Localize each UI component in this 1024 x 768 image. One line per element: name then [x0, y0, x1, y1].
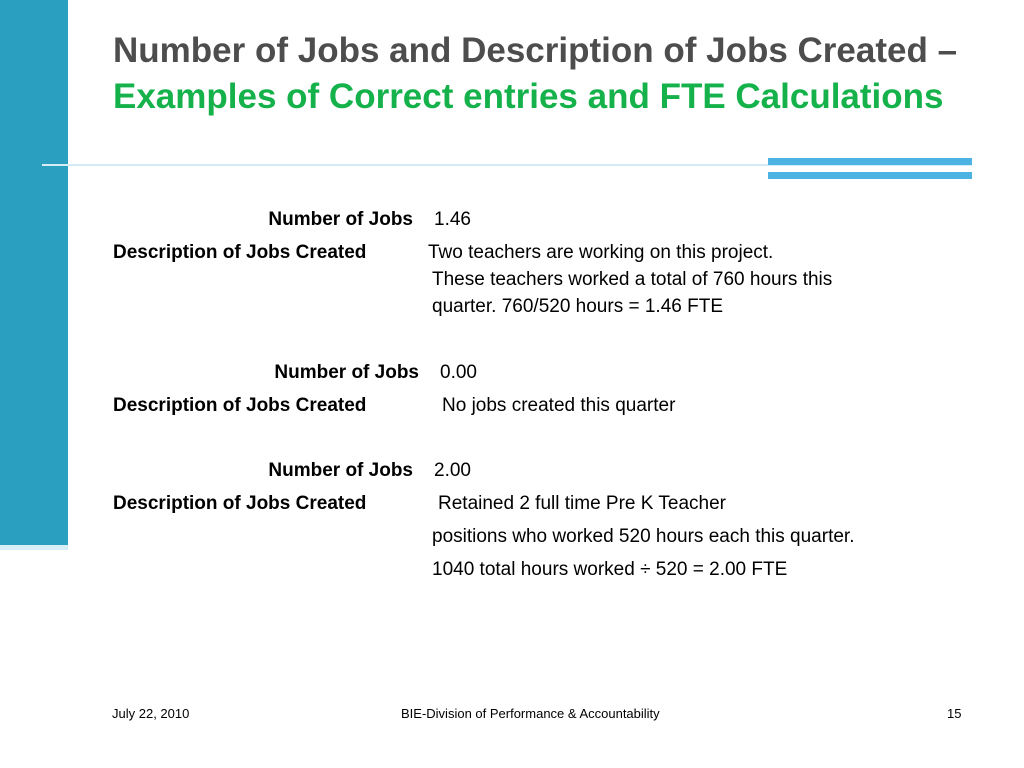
description-line: quarter. 760/520 hours = 1.46 FTE — [432, 296, 723, 317]
description-line: Retained 2 full time Pre K Teacher — [438, 493, 726, 514]
page-number: 15 — [947, 706, 962, 721]
number-of-jobs-value: 0.00 — [440, 362, 477, 383]
left-accent-bar-shadow — [0, 545, 68, 550]
number-of-jobs-value: 1.46 — [434, 209, 471, 230]
footer-date: July 22, 2010 — [112, 706, 190, 721]
number-of-jobs-label: Number of Jobs — [268, 460, 413, 481]
description-line: Two teachers are working on this project. — [428, 242, 774, 263]
accent-stripe-top — [768, 158, 972, 165]
description-label: Description of Jobs Created — [113, 242, 367, 263]
accent-stripe-bottom — [768, 172, 972, 179]
description-line: 1040 total hours worked ÷ 520 = 2.00 FTE — [432, 559, 788, 580]
number-of-jobs-value: 2.00 — [434, 460, 471, 481]
title-highlight: Examples of Correct entries and FTE Calculations — [113, 77, 944, 116]
slide-title — [113, 28, 993, 120]
description-line: positions who worked 520 hours each this quarter. — [432, 526, 855, 547]
description-label: Description of Jobs Created — [113, 493, 367, 514]
description-line: These teachers worked a total of 760 hours this — [432, 269, 833, 290]
left-accent-bar — [0, 0, 68, 545]
number-of-jobs-label: Number of Jobs — [268, 209, 413, 230]
footer-organization: BIE-Division of Performance & Accountability — [401, 706, 660, 721]
description-line: No jobs created this quarter — [442, 395, 676, 416]
number-of-jobs-label: Number of Jobs — [274, 362, 419, 383]
title-main: Number of Jobs and Description of Jobs Created – — [113, 31, 958, 70]
description-label: Description of Jobs Created — [113, 395, 367, 416]
